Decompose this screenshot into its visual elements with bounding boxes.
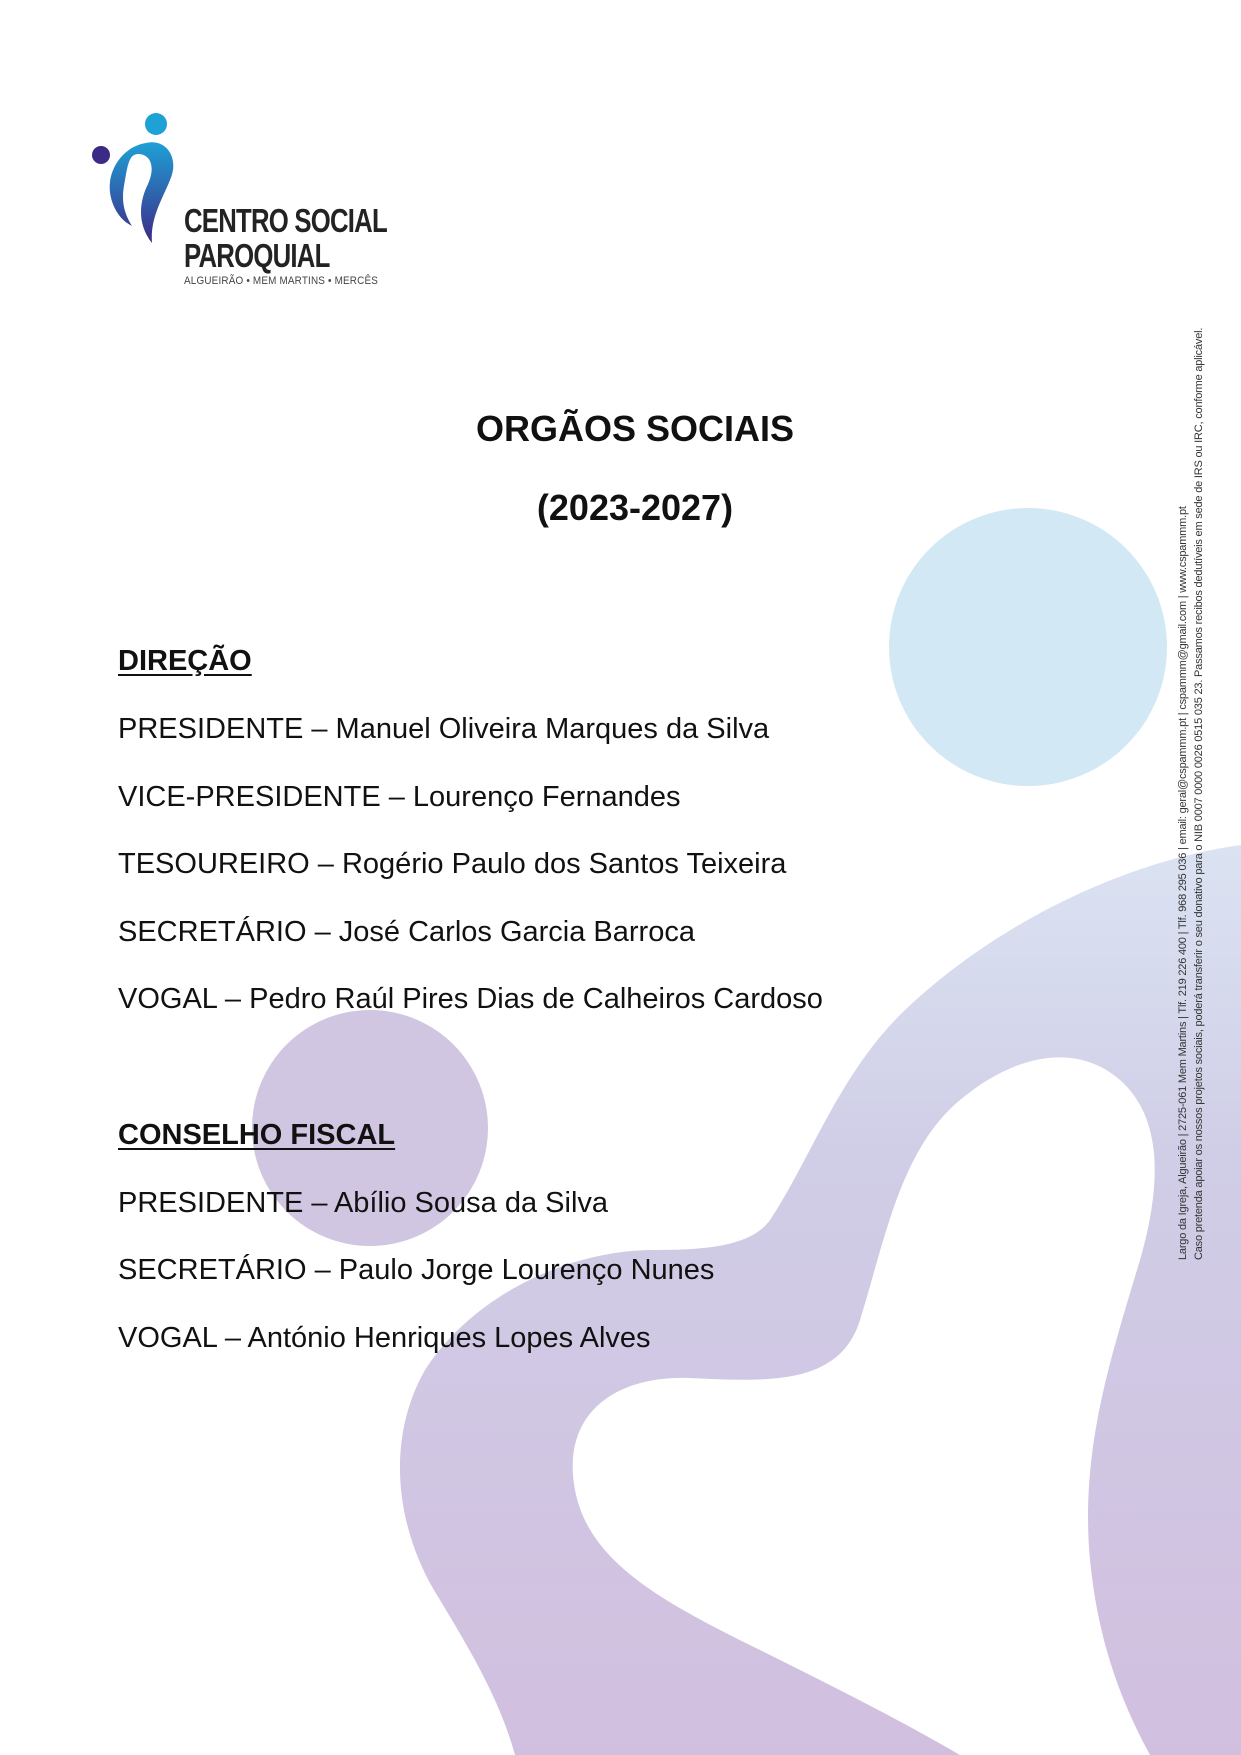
direcao-member: VICE-PRESIDENTE – Lourenço Fernandes	[118, 781, 681, 813]
organization-logo	[88, 108, 398, 292]
logo-text-line1: CENTRO SOCIAL	[184, 202, 387, 239]
heart-swoosh-shape	[400, 845, 1241, 1755]
conselho-fiscal-member: SECRETÁRIO – Paulo Jorge Lourenço Nunes	[118, 1254, 715, 1286]
direcao-member: VOGAL – Pedro Raúl Pires Dias de Calheiros Cardoso	[118, 983, 823, 1015]
side-donation-line: Caso pretenda apoiar os nossos projetos sociais, poderá transferir o seu donativo para o NIB 0007 0000 0026 0515 035 23. Passamos recibos dedutíveis em sede de IRS ou IRC, conforme aplicável.	[1193, 327, 1205, 1260]
logo-figure-icon	[88, 108, 184, 248]
logo-text-line2: PAROQUIAL	[184, 237, 330, 274]
direcao-member: TESOUREIRO – Rogério Paulo dos Santos Teixeira	[118, 848, 787, 880]
section-heading-conselho-fiscal: CONSELHO FISCAL	[118, 1119, 396, 1151]
page-title: ORGÃOS SOCIAIS	[475, 408, 795, 449]
section-heading-direcao: DIREÇÃO	[118, 645, 252, 677]
conselho-fiscal-member: VOGAL – António Henriques Lopes Alves	[118, 1322, 651, 1354]
blue-circle-shape	[889, 508, 1167, 786]
direcao-member: PRESIDENTE – Manuel Oliveira Marques da Silva	[118, 713, 770, 745]
side-contact-line: Largo da Igreja, Algueirão | 2725-061 Mem Martins | Tlf. 219 226 400 | Tlf. 968 295 036 | email: geral@cspammm.pt | cspammm@gmail.com | www.cspammm.pt	[1177, 506, 1189, 1260]
side-contact-info	[1177, 327, 1213, 1260]
logo-tagline: ALGUEIRÃO • MEM MARTINS • MERCÊS	[184, 275, 379, 287]
conselho-fiscal-member: PRESIDENTE – Abílio Sousa da Silva	[118, 1187, 609, 1219]
page-subtitle-period: (2023-2027)	[536, 487, 734, 528]
direcao-member: SECRETÁRIO – José Carlos Garcia Barroca	[118, 916, 695, 948]
